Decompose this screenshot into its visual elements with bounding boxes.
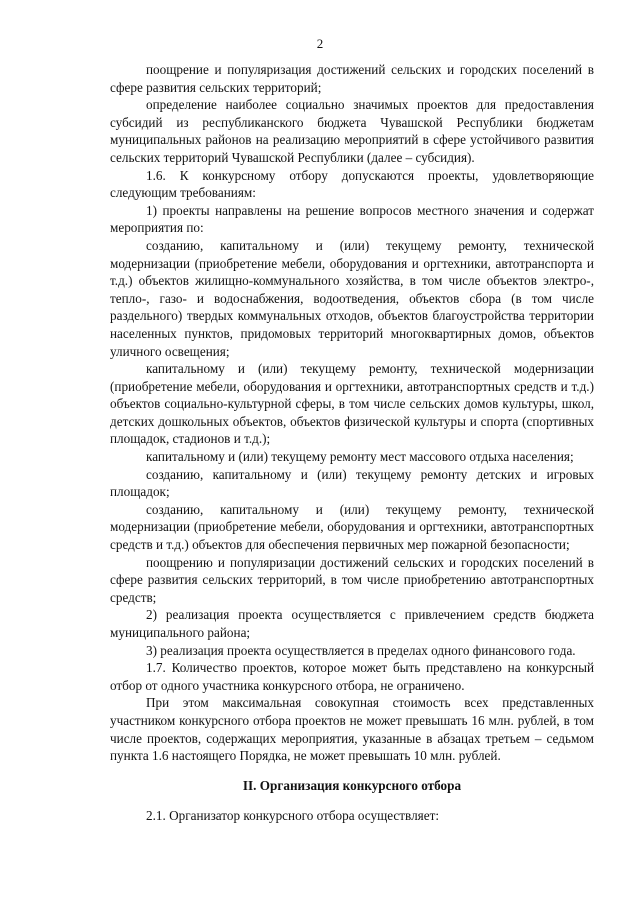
paragraph: поощрение и популяризация достижений сельских и городских поселений в сфере развития сельских территорий;: [110, 62, 594, 95]
paragraph: 1) проекты направлены на решение вопросов местного значения и содержат мероприятия по:: [110, 202, 594, 236]
paragraph: капитальному и (или) текущему ремонту, технической модернизации (приобретение мебели, оборудования и оргтехники, автотранспортных средств и т.д.) объектов социально-культурной сферы, в том числе сельских домов культуры, школ, детских дошкольных объектов, объектов физической культуры и спорта (спортивных площадок, стадионов и т.д.);: [110, 361, 594, 447]
paragraph: поощрению и популяризации достижений сельских и городских поселений в сфере развития сельских территорий, в том числе приобретению автотранспортных средств;: [110, 554, 594, 605]
paragraph: определение наиболее социально значимых проектов для предоставления субсидий из республиканского бюджета Чувашской Республики бюджетам муниципальных районов на реализацию мероприятий в сфере устойчивого развития сельских территорий Чувашской Республики (далее – субсидия).: [110, 97, 594, 165]
paragraph: созданию, капитальному и (или) текущему ремонту, технической модернизации (приобретение мебели, оборудования и оргтехники, автотранспорта и т.д.) объектов жилищно-коммунального хозяйства, в том числе объектов электро-, тепло-, газо- и водоснабжения, водоотведения, объектов сбора (в том числе раздельного) твердых коммунальных отходов, объектов благоустройства территории населенных пунктов, придомовых территорий многоквартирных домов, объектов уличного освещения;: [110, 237, 594, 359]
paragraph: 2) реализация проекта осуществляется с привлечением средств бюджета муниципального района;: [110, 607, 594, 640]
page-body: [110, 61, 594, 825]
paragraph: 1.7. Количество проектов, которое может быть представлено на конкурсный отбор от одного участника конкурсного отбора, не ограничено.: [110, 660, 594, 693]
paragraph: При этом максимальная совокупная стоимость всех представленных участником конкурсного отбора проектов не может превышать 16 млн. рублей, в том числе проектов, содержащих мероприятия, указанные в абзацах третьем – седьмом пункта 1.6 настоящего Порядка, не может превышать 10 млн. рублей.: [110, 695, 594, 764]
section-heading: II. Организация конкурсного отбора: [242, 777, 462, 793]
paragraph: капитальному и (или) текущему ремонту мест массового отдыха населения;: [146, 449, 574, 465]
paragraph: 3) реализация проекта осуществляется в пределах одного финансового года.: [146, 642, 576, 658]
paragraph: 1.6. К конкурсному отбору допускаются проекты, удовлетворяющие следующим требованиям:: [110, 167, 594, 201]
page-number: 2: [316, 36, 324, 51]
paragraph: созданию, капитальному и (или) текущему ремонту детских и игровых площадок;: [110, 466, 594, 500]
paragraph: созданию, капитальному и (или) текущему ремонту, технической модернизации (приобретение мебели, оборудования и оргтехники, автотранспортных средств и т.д.) объектов для обеспечения первичных мер пожарной безопасности;: [110, 501, 594, 553]
paragraph: 2.1. Организатор конкурсного отбора осуществляет:: [146, 808, 439, 824]
